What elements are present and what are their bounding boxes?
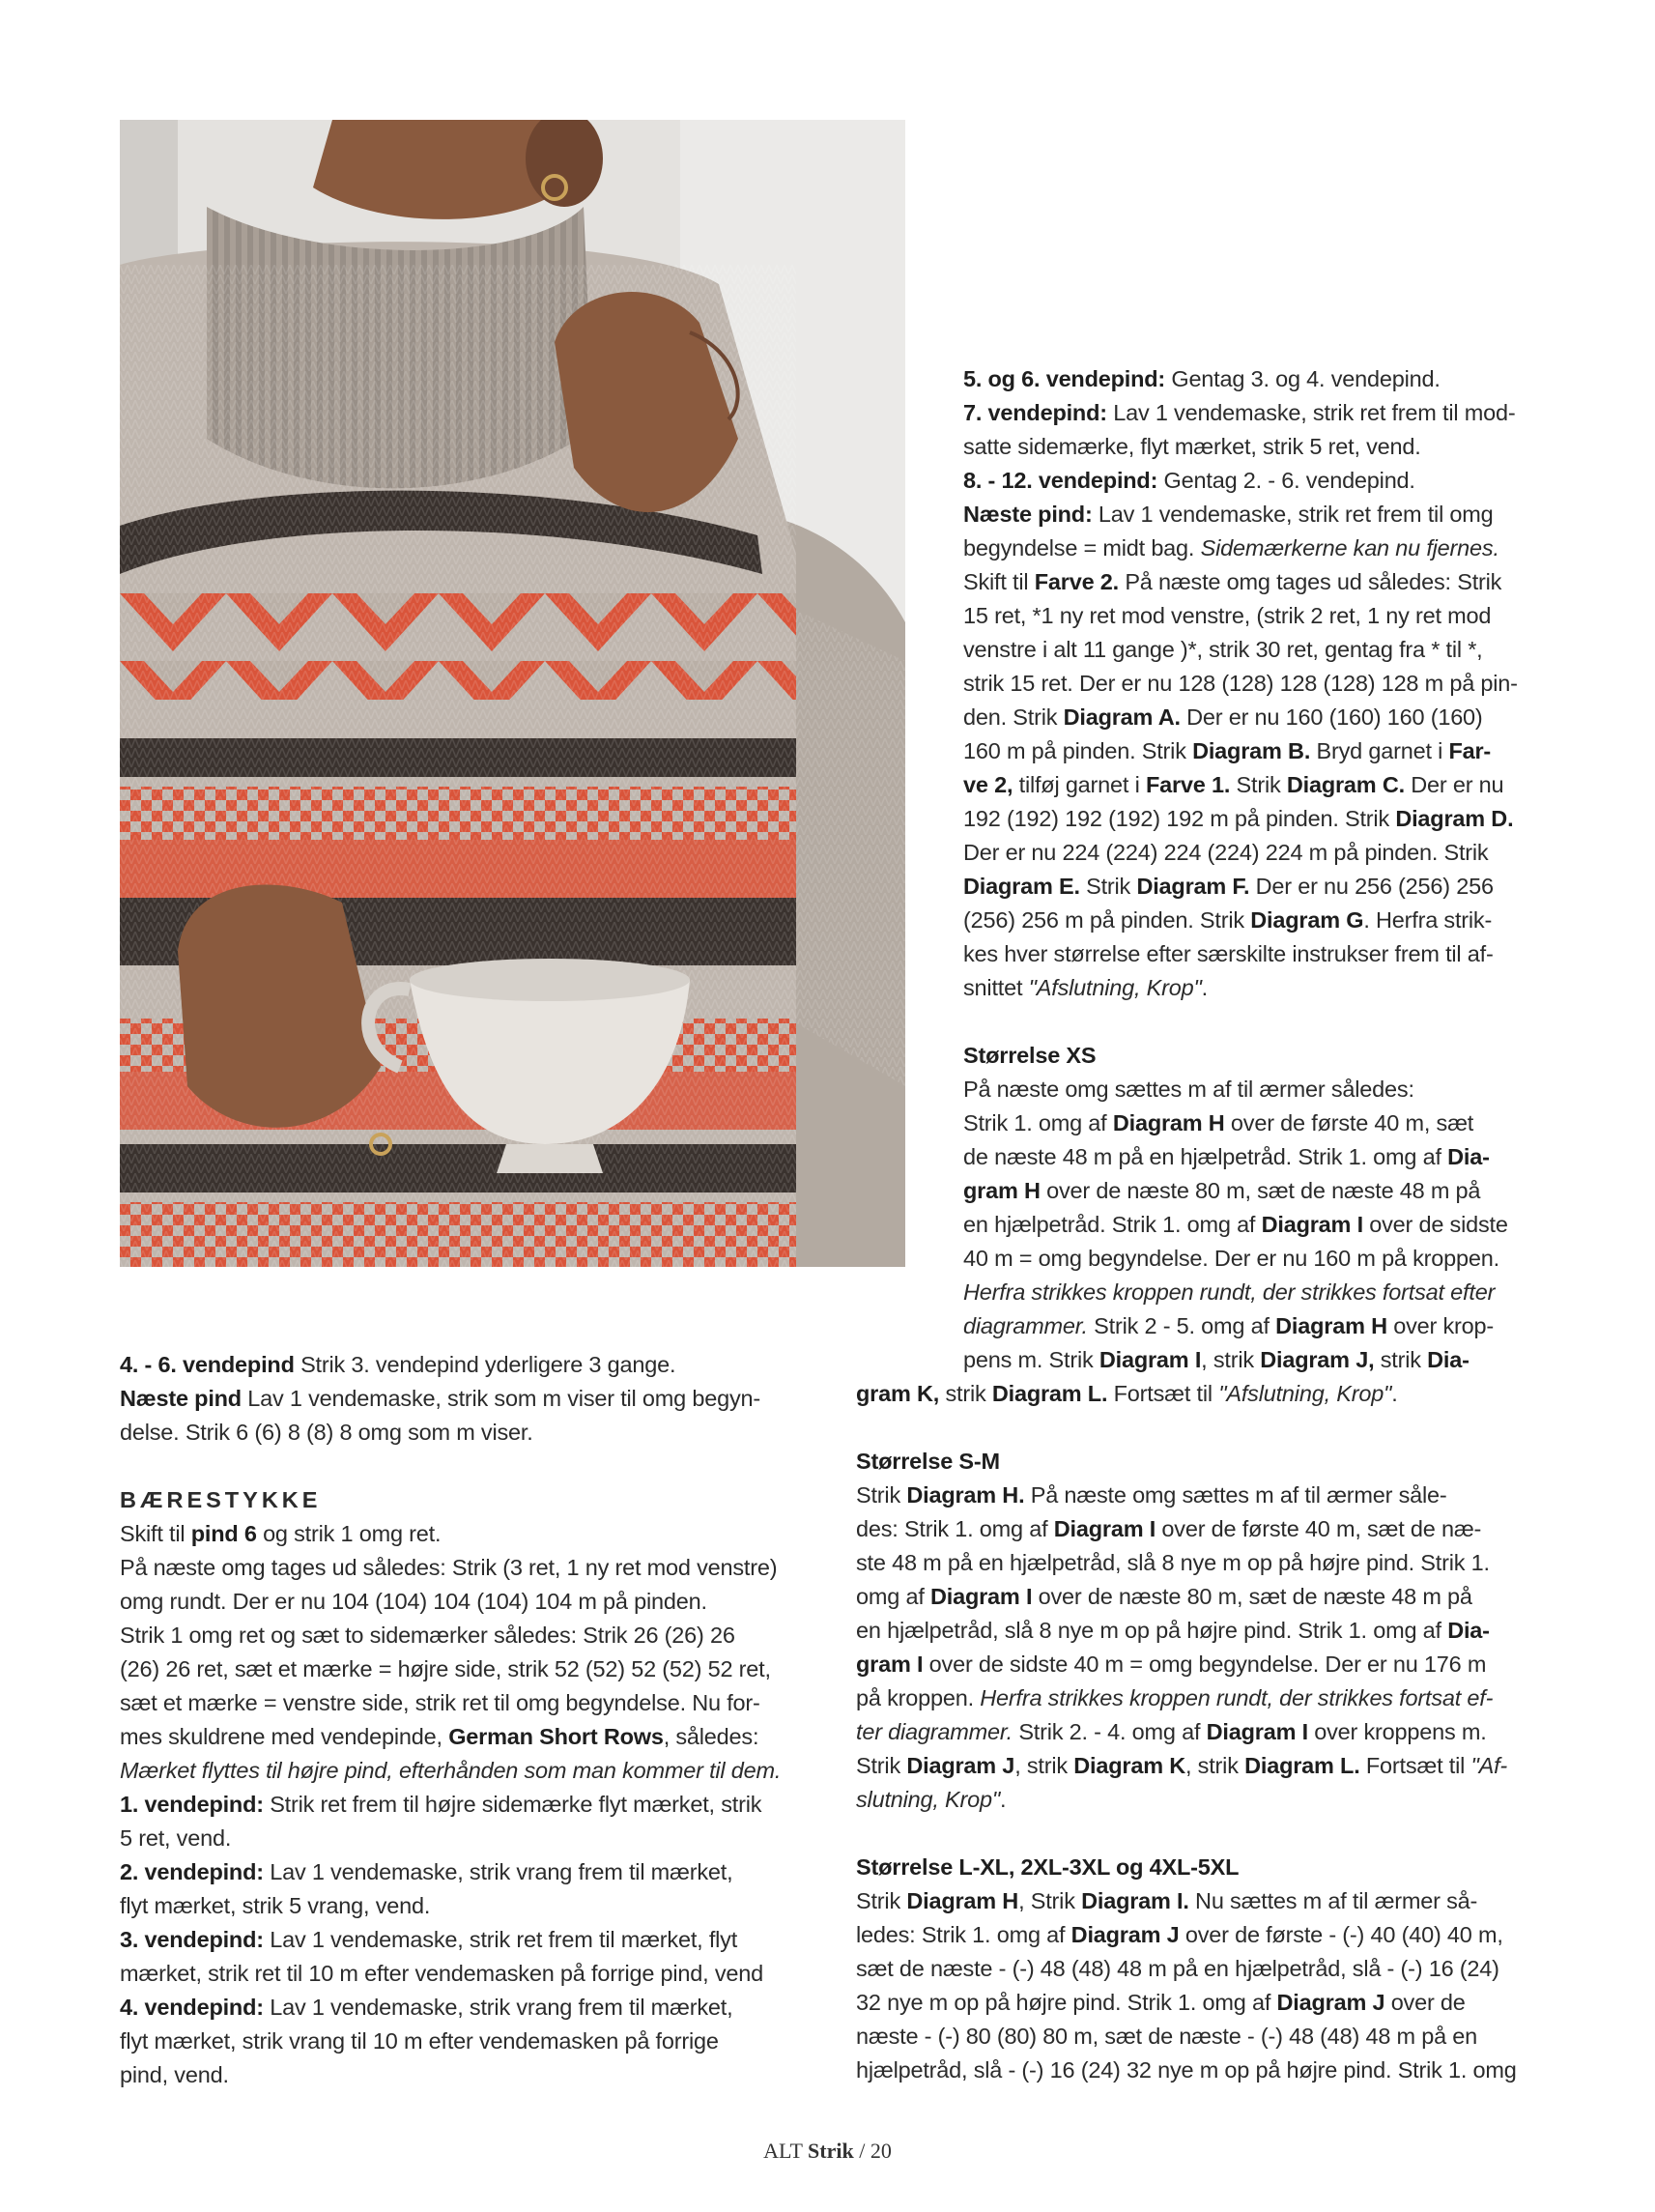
text-line xyxy=(963,937,1553,971)
body-text: des: Strik 1. omg af xyxy=(856,1516,1054,1541)
body-text: på kroppen. xyxy=(856,1685,981,1710)
sweater-photo xyxy=(120,120,905,1267)
text-line xyxy=(963,971,1553,1005)
bold-text: Diagram I. xyxy=(1081,1888,1189,1913)
body-text: mærket, strik ret til 10 m efter vendemasken på forrige pind, vend xyxy=(120,1961,763,1986)
body-text: en hjælpetråd. Strik 1. omg af xyxy=(963,1212,1262,1237)
body-text: 5 ret, vend. xyxy=(120,1825,232,1851)
bold-text: 3. vendepind: xyxy=(120,1927,264,1952)
body-text: sæt et mærke = venstre side, strik ret til omg begyndelse. Nu for- xyxy=(120,1690,760,1715)
bold-text: Diagram I xyxy=(1053,1516,1156,1541)
body-text: Gentag 2. - 6. vendepind. xyxy=(1157,468,1415,493)
text-line xyxy=(120,1382,820,1416)
body-text: Strik xyxy=(856,1482,907,1508)
body-text: flyt mærket, strik 5 vrang, vend. xyxy=(120,1893,431,1918)
text-line xyxy=(963,1276,1553,1309)
italic-text: Sidemærkerne kan nu fjernes. xyxy=(1200,535,1499,560)
bold-text: Farve 1. xyxy=(1145,772,1231,797)
bold-text: Diagram A. xyxy=(1063,704,1181,730)
body-text: over de første 40 m, sæt xyxy=(1224,1110,1474,1135)
paragraph-gap xyxy=(120,1450,820,1483)
bold-text: 4. - 6. vendepind xyxy=(120,1352,295,1377)
text-line xyxy=(856,1884,1553,1918)
body-text: Fortsæt til xyxy=(1107,1381,1219,1406)
body-text: Skift til xyxy=(963,569,1035,594)
bold-text: Dia- xyxy=(1447,1144,1490,1169)
text-line xyxy=(856,1614,1553,1648)
body-text: over kroppens m. xyxy=(1307,1719,1487,1744)
text-line xyxy=(120,1889,820,1923)
body-text: Lav 1 vendemaske, strik ret frem til mærket, flyt xyxy=(263,1927,738,1952)
bold-text: Diagram F. xyxy=(1136,874,1250,899)
paragraph-gap xyxy=(856,1411,1553,1445)
text-line xyxy=(120,1686,820,1720)
bold-text: Diagram I xyxy=(1206,1719,1308,1744)
bold-text: Størrelse S-M xyxy=(856,1449,1000,1474)
photo-illustration xyxy=(120,120,905,1267)
text-line xyxy=(963,565,1553,599)
italic-text: Herfra strikkes kroppen rundt, der strikkes fortsat efter xyxy=(963,1279,1496,1305)
body-text: På næste omg sættes m af til ærmer såle- xyxy=(1024,1482,1447,1508)
text-line xyxy=(120,1348,820,1382)
body-text: mes skuldrene med vendepinde, xyxy=(120,1724,449,1749)
bold-text: Næste pind xyxy=(120,1386,242,1411)
text-line xyxy=(856,2020,1553,2054)
body-text: Lav 1 vendemaske, strik vrang frem til mærket, xyxy=(263,1995,733,2020)
italic-text: "Afslutning, Krop" xyxy=(1028,975,1202,1000)
bold-text: Størrelse L-XL, 2XL-3XL og 4XL-5XL xyxy=(856,1854,1240,1880)
body-text: pens m. Strik xyxy=(963,1347,1099,1372)
bold-text: gram I xyxy=(856,1652,924,1677)
text-line xyxy=(963,430,1553,464)
text-line xyxy=(120,1585,820,1619)
body-text: På næste omg sættes m af til ærmer således: xyxy=(963,1077,1414,1102)
bold-text: Diagram B. xyxy=(1192,738,1311,763)
bold-text: Diagram I xyxy=(1261,1212,1363,1237)
bold-text: gram H xyxy=(963,1178,1041,1203)
bold-text: 8. - 12. vendepind: xyxy=(963,468,1158,493)
text-line xyxy=(963,802,1553,836)
text-line xyxy=(963,1208,1553,1242)
bold-text: Diagram J xyxy=(1070,1922,1180,1947)
body-text: På næste omg tages ud således: Strik (3 ret, 1 ny ret mod venstre) xyxy=(120,1555,778,1580)
text-line xyxy=(120,1788,820,1822)
body-text: Strik xyxy=(1079,874,1137,899)
body-text: På næste omg tages ud således: Strik xyxy=(1118,569,1502,594)
body-text: over de xyxy=(1384,1990,1466,2015)
text-line xyxy=(120,1923,820,1957)
body-text: venstre i alt 11 gange )*, strik 30 ret, gentag fra * til *, xyxy=(963,637,1483,662)
italic-text: ter diagrammer. xyxy=(856,1719,1013,1744)
body-text: , Strik xyxy=(1018,1888,1082,1913)
bold-text: 4. vendepind: xyxy=(120,1995,264,2020)
body-text: . xyxy=(1000,1787,1007,1812)
text-line xyxy=(120,1957,820,1991)
body-text: snittet xyxy=(963,975,1029,1000)
body-text: 192 (192) 192 (192) 192 m på pinden. Strik xyxy=(963,806,1396,831)
body-text: Strik 1 omg ret og sæt to sidemærker således: Strik 26 (26) 26 xyxy=(120,1623,735,1648)
body-text: . Herfra strik- xyxy=(1363,907,1493,933)
body-text: Strik xyxy=(856,1753,907,1778)
text-line xyxy=(856,1445,1553,1479)
body-text: Lav 1 vendemaske, strik vrang frem til mærket, xyxy=(263,1859,733,1884)
body-text: ste 48 m på en hjælpetråd, slå 8 nye m op på højre pind. Strik 1. xyxy=(856,1550,1490,1575)
body-text: Der er nu 256 (256) 256 xyxy=(1249,874,1494,899)
bold-text: Far- xyxy=(1448,738,1492,763)
body-text: (256) 256 m på pinden. Strik xyxy=(963,907,1251,933)
italic-text: Herfra strikkes kroppen rundt, der strikkes fortsat ef- xyxy=(980,1685,1494,1710)
body-text: omg rundt. Der er nu 104 (104) 104 (104) 104 m på pinden. xyxy=(120,1589,707,1614)
body-text: 32 nye m op på højre pind. Strik 1. omg af xyxy=(856,1990,1277,2015)
body-text: sæt de næste - (-) 48 (48) 48 m på en hjælpetråd, slå - (-) 16 (24) xyxy=(856,1956,1499,1981)
right-column-top xyxy=(963,362,1553,1377)
body-text: delse. Strik 6 (6) 8 (8) 8 omg som m viser. xyxy=(120,1420,533,1445)
text-line xyxy=(856,1648,1553,1681)
text-line xyxy=(963,464,1553,498)
body-text: den. Strik xyxy=(963,704,1064,730)
text-line xyxy=(963,870,1553,904)
bold-text: Diagram H. xyxy=(906,1482,1025,1508)
text-line xyxy=(963,836,1553,870)
bold-text: Farve 2. xyxy=(1034,569,1119,594)
text-line xyxy=(963,362,1553,396)
bold-text: 2. vendepind: xyxy=(120,1859,264,1884)
page-footer xyxy=(0,2139,1655,2164)
body-text: Der er nu 224 (224) 224 (224) 224 m på pinden. Strik xyxy=(963,840,1489,865)
text-line xyxy=(856,2054,1553,2087)
bold-text: German Short Rows xyxy=(448,1724,664,1749)
body-text: Skift til xyxy=(120,1521,191,1546)
body-text: hjælpetråd, slå - (-) 16 (24) 32 nye m op på højre pind. Strik 1. omg xyxy=(856,2057,1517,2083)
text-line xyxy=(120,1720,820,1754)
body-text: Strik 1. omg af xyxy=(963,1110,1113,1135)
body-text: strik 15 ret. Der er nu 128 (128) 128 (128) 128 m på pin- xyxy=(963,671,1518,696)
text-line xyxy=(963,667,1553,701)
italic-text: slutning, Krop" xyxy=(856,1787,1001,1812)
body-text: Lav 1 vendemaske, strik ret frem til omg xyxy=(1092,502,1494,527)
body-text: over de næste 80 m, sæt de næste 48 m på xyxy=(1032,1584,1472,1609)
text-line xyxy=(856,1952,1553,1986)
bold-text: Diagram I xyxy=(1099,1347,1202,1372)
text-line xyxy=(120,1619,820,1652)
italic-text: diagrammer. xyxy=(963,1313,1088,1338)
text-line xyxy=(120,1483,820,1517)
bold-text: Diagram D. xyxy=(1395,806,1514,831)
text-line xyxy=(963,599,1553,633)
body-text: Lav 1 vendemaske, strik ret frem til mod- xyxy=(1106,400,1516,425)
text-line xyxy=(120,1652,820,1686)
body-text: Strik xyxy=(856,1888,907,1913)
body-text: begyndelse = midt bag. xyxy=(963,535,1201,560)
text-line xyxy=(120,1517,820,1551)
bold-text: Diagram L. xyxy=(1244,1753,1360,1778)
left-column xyxy=(120,1348,820,2092)
body-text: satte sidemærke, flyt mærket, strik 5 ret, vend. xyxy=(963,434,1421,459)
body-text: . xyxy=(1201,975,1208,1000)
text-line xyxy=(856,1580,1553,1614)
body-text: 15 ret, *1 ny ret mod venstre, (strik 2 ret, 1 ny ret mod xyxy=(963,603,1492,628)
text-line xyxy=(963,1073,1553,1106)
text-line xyxy=(856,1783,1553,1817)
body-text: over de første 40 m, sæt de næ- xyxy=(1156,1516,1482,1541)
body-text: 40 m = omg begyndelse. Der er nu 160 m på kroppen. xyxy=(963,1246,1499,1271)
body-text: over de sidste 40 m = omg begyndelse. Der er nu 176 m xyxy=(923,1652,1487,1677)
body-text: kes hver størrelse efter særskilte instrukser frem til af- xyxy=(963,941,1494,966)
text-line xyxy=(856,1681,1553,1715)
bold-text: 7. vendepind: xyxy=(963,400,1107,425)
footer-brand: ALT xyxy=(763,2139,803,2163)
text-line xyxy=(963,1039,1553,1073)
text-line xyxy=(856,1715,1553,1749)
body-text: 160 m på pinden. Strik xyxy=(963,738,1193,763)
bold-text: Diagram H xyxy=(906,1888,1019,1913)
body-text: strik xyxy=(1374,1347,1428,1372)
bold-text: Dia- xyxy=(1447,1618,1490,1643)
text-line xyxy=(963,1343,1553,1377)
text-line xyxy=(963,904,1553,937)
text-line xyxy=(963,396,1553,430)
body-text: , strik xyxy=(1201,1347,1261,1372)
body-text: Gentag 3. og 4. vendepind. xyxy=(1165,366,1441,391)
bold-text: 5. og 6. vendepind: xyxy=(963,366,1166,391)
body-text: , således: xyxy=(663,1724,759,1749)
text-line xyxy=(963,1140,1553,1174)
bold-text: Diagram C. xyxy=(1286,772,1405,797)
bold-text: ve 2, xyxy=(963,772,1013,797)
body-text: , strik xyxy=(1014,1753,1074,1778)
section-heading: BÆRESTYKKE xyxy=(120,1487,322,1512)
body-text: de næste 48 m på en hjælpetråd. Strik 1. omg af xyxy=(963,1144,1448,1169)
body-text: Lav 1 vendemaske, strik som m viser til omg begyn- xyxy=(241,1386,760,1411)
body-text: tilføj garnet i xyxy=(1013,772,1146,797)
body-text: Nu sættes m af til ærmer så- xyxy=(1188,1888,1478,1913)
text-line xyxy=(120,1822,820,1855)
body-text: ledes: Strik 1. omg af xyxy=(856,1922,1071,1947)
body-text: Der er nu xyxy=(1404,772,1504,797)
text-line xyxy=(963,1309,1553,1343)
body-text: og strik 1 omg ret. xyxy=(256,1521,442,1546)
body-text: , strik xyxy=(1185,1753,1245,1778)
page-number: 20 xyxy=(870,2139,892,2163)
text-line xyxy=(856,1377,1553,1411)
bold-text: Diagram J, xyxy=(1260,1347,1375,1372)
body-text: . xyxy=(1391,1381,1398,1406)
text-line xyxy=(120,2058,820,2092)
body-text: Bryd garnet i xyxy=(1310,738,1449,763)
body-text: pind, vend. xyxy=(120,2062,229,2087)
body-text: Strik 2 - 5. omg af xyxy=(1087,1313,1276,1338)
bold-text: 1. vendepind: xyxy=(120,1792,264,1817)
body-text: næste - (-) 80 (80) 80 m, sæt de næste - (-) 48 (48) 48 m på en xyxy=(856,2024,1478,2049)
text-line xyxy=(856,1749,1553,1783)
bold-text: Størrelse XS xyxy=(963,1043,1097,1068)
bold-text: Diagram L. xyxy=(991,1381,1108,1406)
text-line xyxy=(963,768,1553,802)
text-line xyxy=(120,2025,820,2058)
text-line xyxy=(963,1174,1553,1208)
body-text: Der er nu 160 (160) 160 (160) xyxy=(1180,704,1483,730)
text-line xyxy=(963,734,1553,768)
italic-text: "Afslutning, Krop" xyxy=(1218,1381,1392,1406)
body-text: strik xyxy=(939,1381,992,1406)
body-text: Strik xyxy=(1230,772,1287,797)
text-line xyxy=(963,498,1553,531)
text-line xyxy=(120,1551,820,1585)
bold-text: Diagram J xyxy=(1276,1990,1385,2015)
body-text: omg af xyxy=(856,1584,930,1609)
paragraph-gap xyxy=(963,1005,1553,1039)
bold-text: Dia- xyxy=(1427,1347,1470,1372)
footer-strik: Strik xyxy=(808,2139,854,2163)
bold-text: Diagram E. xyxy=(963,874,1080,899)
body-text: Strik ret frem til højre sidemærke flyt mærket, strik xyxy=(263,1792,762,1817)
text-line xyxy=(963,1242,1553,1276)
paragraph-gap xyxy=(856,1817,1553,1851)
italic-text: Mærket flyttes til højre pind, efterhånden som man kommer til dem. xyxy=(120,1758,782,1783)
text-line xyxy=(963,1106,1553,1140)
italic-text: "Af- xyxy=(1470,1753,1508,1778)
bold-text: Diagram K xyxy=(1073,1753,1186,1778)
text-line xyxy=(120,1855,820,1889)
text-line xyxy=(856,1512,1553,1546)
text-line xyxy=(856,1546,1553,1580)
body-text: over de første - (-) 40 (40) 40 m, xyxy=(1179,1922,1503,1947)
body-text: over de sidste xyxy=(1362,1212,1508,1237)
body-text: Fortsæt til xyxy=(1359,1753,1471,1778)
bold-text: pind 6 xyxy=(190,1521,257,1546)
bold-text: Diagram I xyxy=(929,1584,1033,1609)
footer-separator: / xyxy=(853,2139,870,2163)
text-line xyxy=(120,1754,820,1788)
text-line xyxy=(856,1851,1553,1884)
body-text: Strik 2. - 4. omg af xyxy=(1012,1719,1207,1744)
bold-text: gram K, xyxy=(856,1381,940,1406)
body-text: (26) 26 ret, sæt et mærke = højre side, strik 52 (52) 52 (52) 52 ret, xyxy=(120,1656,771,1681)
text-line xyxy=(856,1986,1553,2020)
text-line xyxy=(963,633,1553,667)
body-text: Strik 3. vendepind yderligere 3 gange. xyxy=(294,1352,676,1377)
body-text: over krop- xyxy=(1386,1313,1495,1338)
bold-text: Diagram H xyxy=(1275,1313,1387,1338)
text-line xyxy=(856,1479,1553,1512)
body-text: flyt mærket, strik vrang til 10 m efter vendemasken på forrige xyxy=(120,2028,719,2054)
text-line xyxy=(120,1416,820,1450)
body-text: over de næste 80 m, sæt de næste 48 m på xyxy=(1040,1178,1481,1203)
bold-text: Diagram G xyxy=(1250,907,1364,933)
bold-text: Diagram J xyxy=(906,1753,1015,1778)
text-line xyxy=(963,531,1553,565)
text-line xyxy=(856,1918,1553,1952)
text-line xyxy=(963,701,1553,734)
right-column-bottom xyxy=(856,1377,1553,2087)
body-text: en hjælpetråd, slå 8 nye m op på højre pind. Strik 1. omg af xyxy=(856,1618,1448,1643)
bold-text: Næste pind: xyxy=(963,502,1093,527)
text-line xyxy=(120,1991,820,2025)
bold-text: Diagram H xyxy=(1112,1110,1225,1135)
